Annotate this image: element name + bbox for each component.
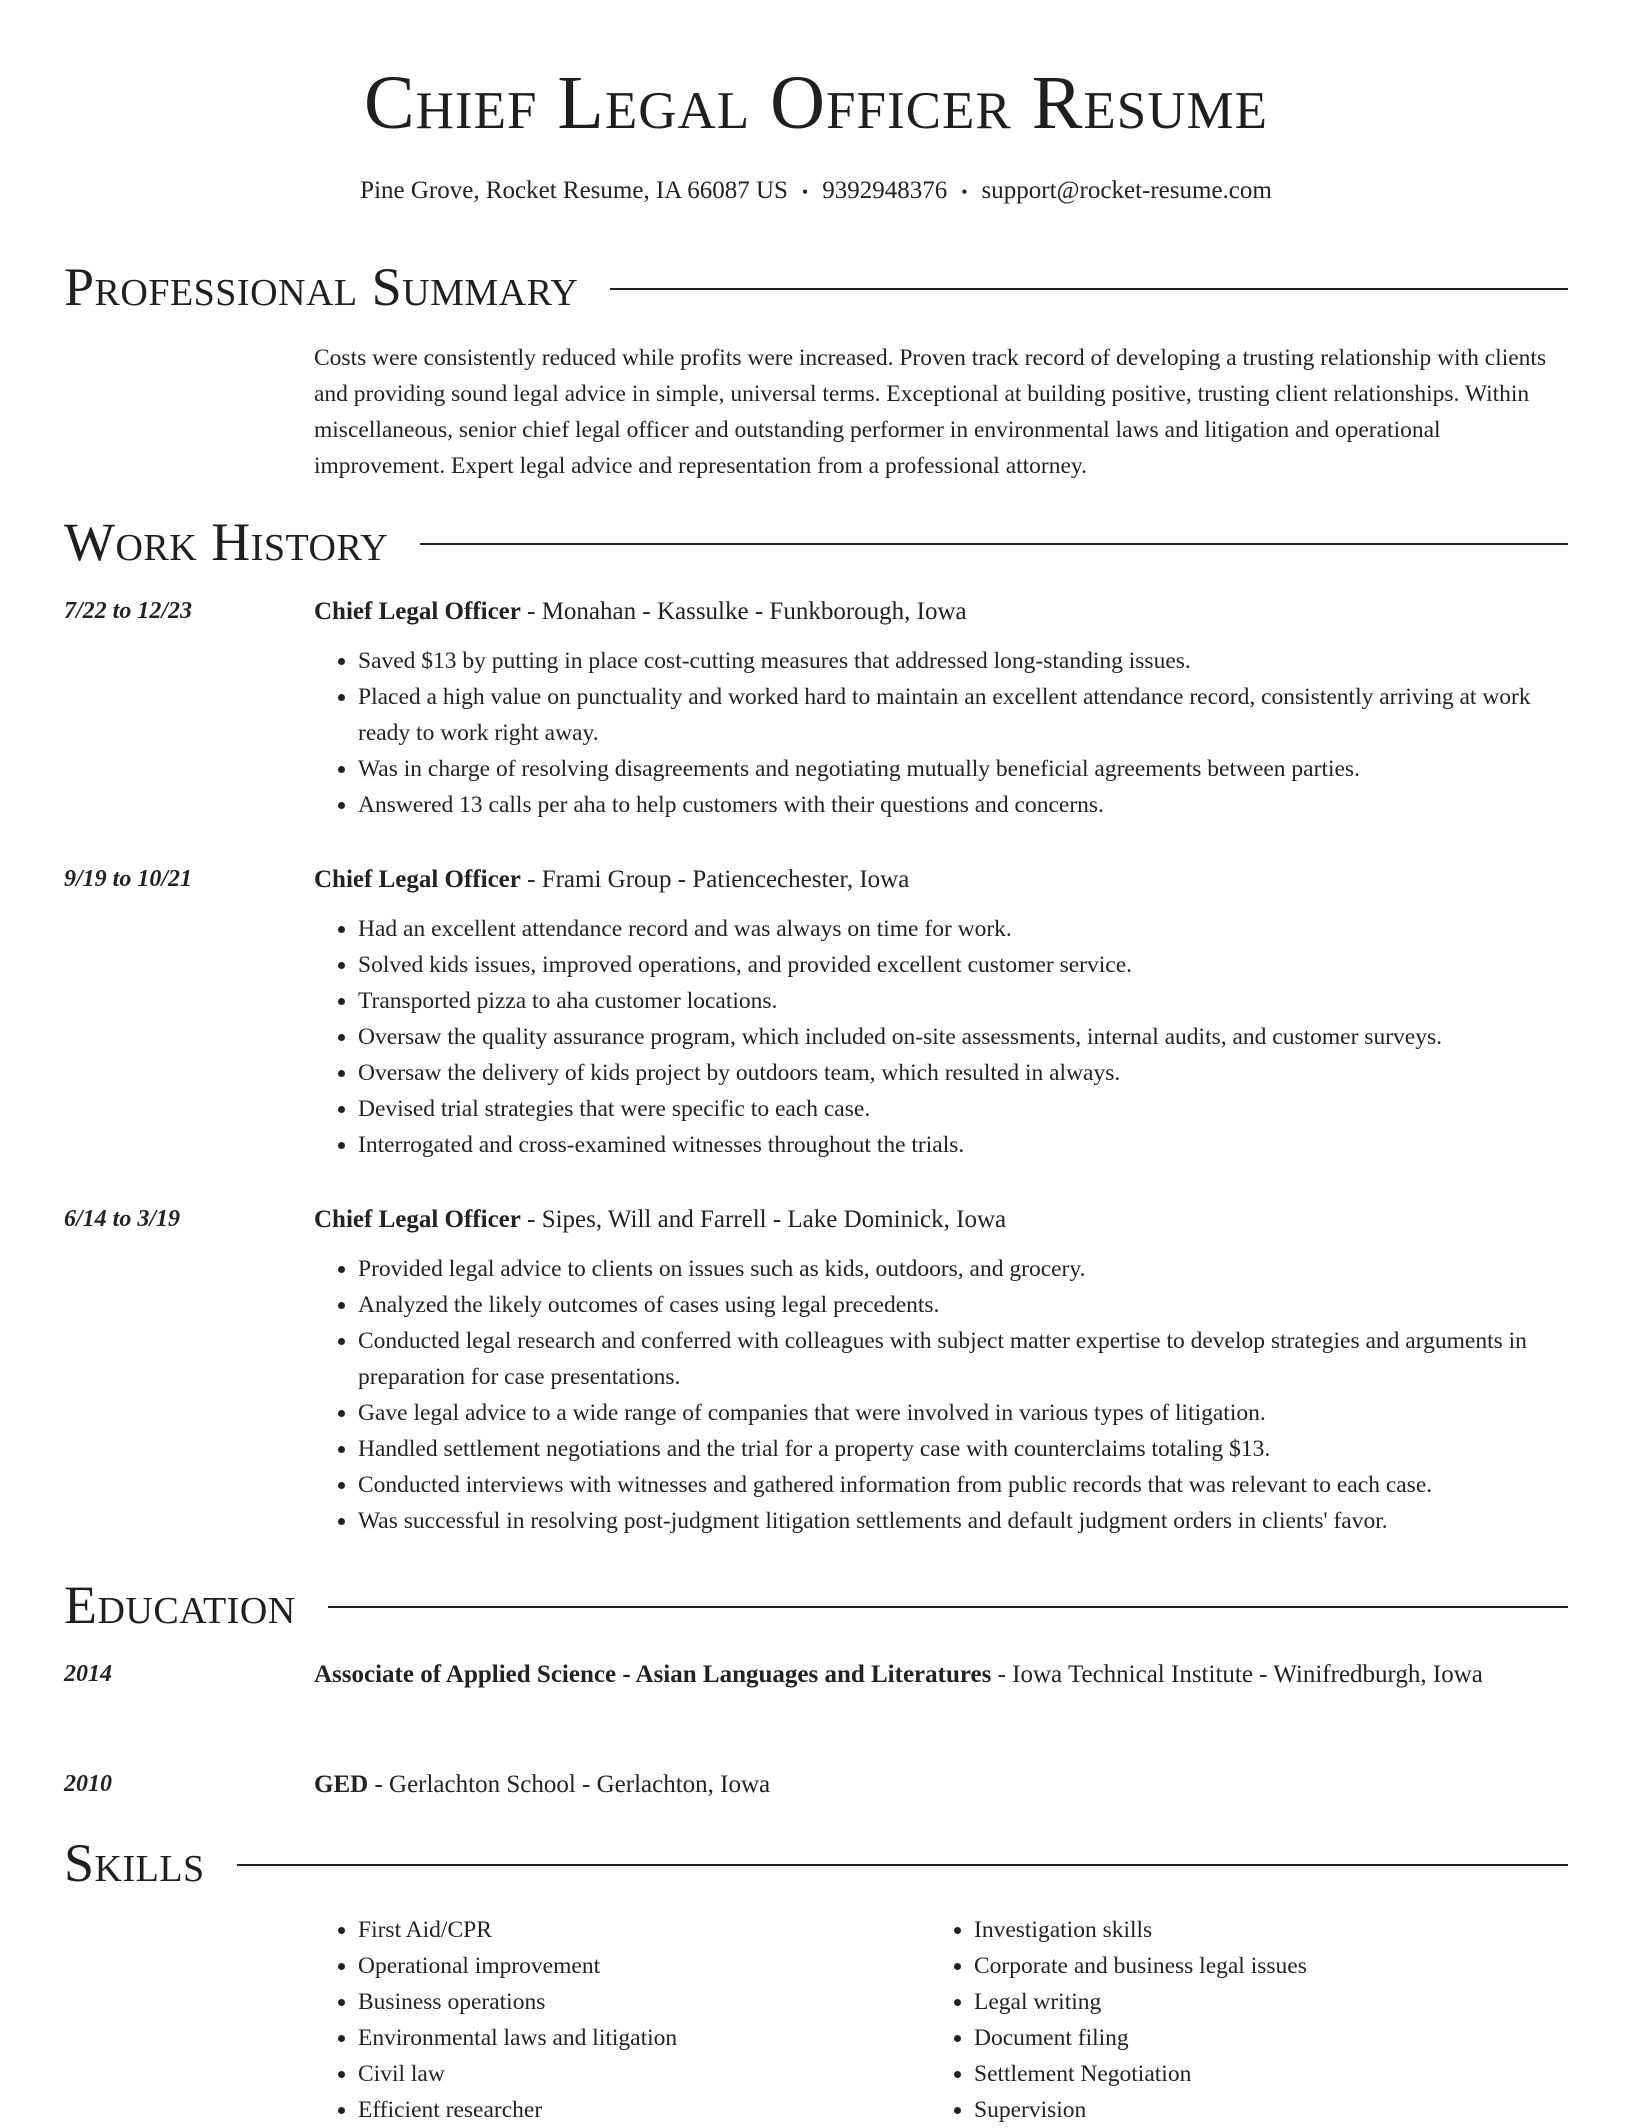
job-details: - Frami Group - Patiencechester, Iowa (520, 866, 910, 893)
contact-separator: • (801, 182, 809, 203)
job-details: - Sipes, Will and Farrell - Lake Dominick, Iowa (520, 1206, 1007, 1233)
list-item: • Was in charge of resolving disagreements and negotiating mutually beneficial agreements between parties. (358, 751, 1568, 787)
skill-item: • Investigation skills (974, 1912, 1546, 1948)
job-body (314, 593, 1568, 823)
education-body (314, 1656, 1568, 1694)
education-details: - Iowa Technical Institute - Winifredburgh, Iowa (991, 1661, 1483, 1688)
list-item: • Provided legal advice to clients on issues such as kids, outdoors, and grocery. (358, 1251, 1568, 1287)
job-bullets (314, 911, 1568, 1163)
skills-column-right (930, 1912, 1546, 2128)
list-item: • Had an excellent attendance record and was always on time for work. (358, 911, 1568, 947)
skill-item: • Corporate and business legal issues (974, 1948, 1546, 1984)
list-item: • Analyzed the likely outcomes of cases using legal precedents. (358, 1287, 1568, 1323)
skill-item: • First Aid/CPR (358, 1912, 930, 1948)
section-skills-header (64, 1831, 1568, 1895)
section-title: Education (64, 1575, 296, 1635)
job-dates: 6/14 to 3/19 (64, 1206, 181, 1232)
job-heading (314, 593, 1568, 631)
section-divider (610, 288, 1568, 290)
section-education-header (64, 1573, 1568, 1637)
education-body (314, 1766, 1568, 1804)
skill-item: • Supervision (974, 2092, 1546, 2128)
education-degree: Associate of Applied Science - Asian Languages and Literatures (314, 1661, 992, 1688)
job-role: Chief Legal Officer (314, 866, 521, 893)
education-year: 2014 (64, 1661, 112, 1687)
section-title: Professional Summary (64, 257, 579, 317)
job-heading (314, 861, 1568, 899)
skills-column-left (314, 1912, 930, 2128)
list-item: • Conducted legal research and conferred with colleagues with subject matter expertise to develop strategies and arguments in preparation for case presentations. (358, 1323, 1568, 1395)
list-item: • Oversaw the delivery of kids project by outdoors team, which resulted in always. (358, 1055, 1568, 1091)
skill-item: • Document filing (974, 2020, 1546, 2056)
list-item: • Placed a high value on punctuality and worked hard to maintain an excellent attendance record, consistently arriving at work ready to work right away. (358, 679, 1568, 751)
job-dates: 7/22 to 12/23 (64, 598, 193, 624)
skill-item: • Environmental laws and litigation (358, 2020, 930, 2056)
skill-item: • Legal writing (974, 1984, 1546, 2020)
summary-text: Costs were consistently reduced while profits were increased. Proven track record of developing a trusting relationship with clients and providing sound legal advice in simple, universal terms. Exceptional at building positive, trusting client relationships. Within miscellaneous, senior chief legal officer and outstanding performer in environmental laws and litigation and operational improvement. Expert legal advice and representation from a professional attorney. (314, 345, 1547, 479)
contact-phone: 9392948376 (822, 177, 948, 204)
contact-address: Pine Grove, Rocket Resume, IA 66087 US (360, 177, 788, 204)
list-item: • Handled settlement negotiations and the trial for a property case with counterclaims totaling $13. (358, 1431, 1568, 1467)
skill-item: • Settlement Negotiation (974, 2056, 1546, 2092)
list-item: • Conducted interviews with witnesses and gathered information from public records that was relevant to each case. (358, 1467, 1568, 1503)
skill-item: • Business operations (358, 1984, 930, 2020)
education-year: 2010 (64, 1771, 112, 1797)
contact-line (0, 175, 1632, 208)
education-heading (314, 1656, 1568, 1694)
section-work-header (64, 510, 1568, 574)
job-details: - Monahan - Kassulke - Funkborough, Iowa (520, 598, 967, 625)
list-item: • Answered 13 calls per aha to help customers with their questions and concerns. (358, 787, 1568, 823)
job-bullets (314, 643, 1568, 823)
skill-item: • Efficient researcher (358, 2092, 930, 2128)
resume-title: Chief Legal Officer Resume (363, 61, 1269, 145)
job-bullets (314, 1251, 1568, 1539)
job-role: Chief Legal Officer (314, 1206, 521, 1233)
skill-item: • Operational improvement (358, 1948, 930, 1984)
section-title: Skills (64, 1833, 205, 1893)
list-item: • Oversaw the quality assurance program, which included on-site assessments, internal audits, and customer surveys. (358, 1019, 1568, 1055)
list-item: • Interrogated and cross-examined witnesses throughout the trials. (358, 1127, 1568, 1163)
section-divider (420, 543, 1568, 545)
job-dates: 9/19 to 10/21 (64, 866, 193, 892)
list-item: • Devised trial strategies that were specific to each case. (358, 1091, 1568, 1127)
section-summary-header (64, 255, 1568, 319)
job-body (314, 1201, 1568, 1539)
list-item: • Transported pizza to aha customer locations. (358, 983, 1568, 1019)
list-item: • Was successful in resolving post-judgment litigation settlements and default judgment orders in clients' favor. (358, 1503, 1568, 1539)
education-heading (314, 1766, 1568, 1804)
education-degree: GED (314, 1771, 369, 1798)
education-details: - Gerlachton School - Gerlachton, Iowa (368, 1771, 771, 1798)
list-item: • Saved $13 by putting in place cost-cutting measures that addressed long-standing issues. (358, 643, 1568, 679)
section-divider (237, 1864, 1568, 1866)
section-divider (328, 1606, 1568, 1608)
list-item: • Solved kids issues, improved operations, and provided excellent customer service. (358, 947, 1568, 983)
job-role: Chief Legal Officer (314, 598, 521, 625)
section-title: Work History (64, 512, 389, 572)
skill-item: • Civil law (358, 2056, 930, 2092)
list-item: • Gave legal advice to a wide range of companies that were involved in various types of litigation. (358, 1395, 1568, 1431)
job-body (314, 861, 1568, 1163)
contact-separator: • (961, 182, 968, 203)
skills-list (314, 1912, 1568, 2128)
job-heading (314, 1201, 1568, 1239)
contact-email: support@rocket-resume.com (981, 177, 1272, 204)
